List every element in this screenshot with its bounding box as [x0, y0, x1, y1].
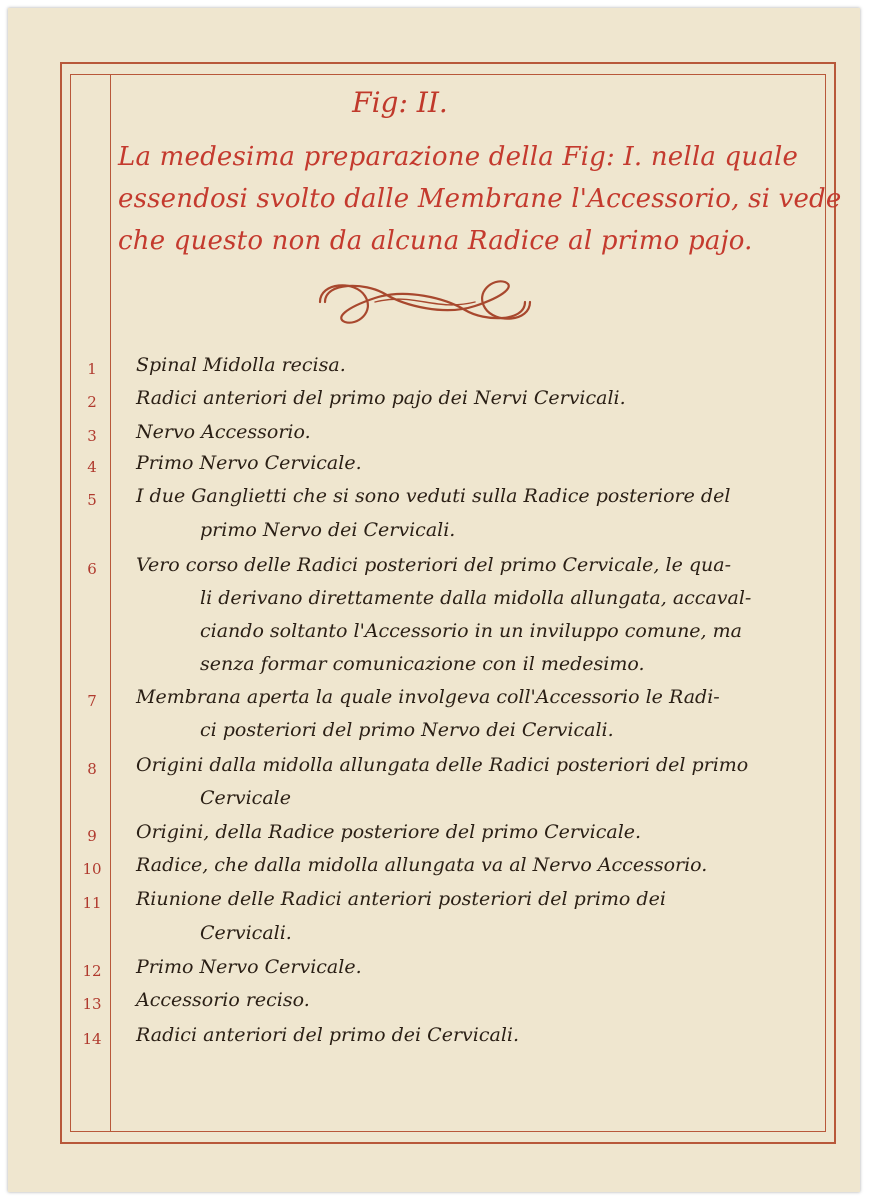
entry-number: 2: [87, 393, 97, 411]
entry-number: 13: [82, 995, 102, 1013]
ornamental-flourish-icon: [305, 272, 545, 332]
entry-text: Membrana aperta la quale involgeva coll'Accessorio le Radi-: [136, 686, 720, 708]
heading-line: La medesima preparazione della Fig: I. nella quale: [118, 142, 799, 172]
entry-text: ciando soltanto l'Accessorio in un inviluppo comune, ma: [200, 620, 742, 642]
entry-text: Vero corso delle Radici posteriori del primo Cervicale, le qua-: [136, 554, 732, 576]
entry-text: I due Ganglietti che si sono veduti sulla Radice posteriore del: [136, 485, 731, 507]
entry-text: Riunione delle Radici anteriori posteriori del primo dei: [136, 888, 666, 910]
entry-text: Primo Nervo Cervicale.: [136, 452, 362, 474]
entry-text: Radice, che dalla midolla allungata va al Nervo Accessorio.: [136, 854, 708, 876]
entry-number: 6: [87, 560, 97, 578]
entry-number: 3: [87, 427, 97, 445]
entry-text: Nervo Accessorio.: [136, 421, 311, 443]
entry-number: 1: [87, 360, 97, 378]
entry-number: 7: [87, 692, 97, 710]
heading-line: essendosi svolto dalle Membrane l'Accessorio, si vede: [118, 184, 842, 214]
figure-heading: [118, 136, 842, 262]
entry-number: 14: [82, 1030, 102, 1048]
entry-text: Cervicale: [200, 787, 291, 809]
entry-text: Cervicali.: [200, 922, 292, 944]
entry-number: 5: [87, 491, 97, 509]
heading-line: che questo non da alcuna Radice al primo pajo.: [118, 226, 753, 256]
entry-number: 11: [82, 894, 102, 912]
entry-number: 12: [82, 962, 102, 980]
entry-number: 10: [82, 860, 102, 878]
entry-number: 8: [87, 760, 97, 778]
figure-label: Fig: II.: [352, 86, 448, 119]
entry-text: li derivano direttamente dalla midolla allungata, accaval-: [200, 587, 752, 609]
entry-text: Origini dalla midolla allungata delle Radici posteriori del primo: [136, 754, 749, 776]
entry-number: 9: [87, 827, 97, 845]
entry-number: 4: [87, 458, 97, 476]
entry-text: Primo Nervo Cervicale.: [136, 956, 362, 978]
entry-text: primo Nervo dei Cervicali.: [200, 519, 456, 541]
entry-text: ci posteriori del primo Nervo dei Cervicali.: [200, 719, 614, 741]
entry-text: Spinal Midolla recisa.: [136, 354, 346, 376]
entry-text: senza formar comunicazione con il medesimo.: [200, 653, 645, 675]
entry-text: Accessorio reciso.: [136, 989, 310, 1011]
entry-text: Origini, della Radice posteriore del primo Cervicale.: [136, 821, 642, 843]
entry-text: Radici anteriori del primo pajo dei Nervi Cervicali.: [136, 387, 626, 409]
entry-text: Radici anteriori del primo dei Cervicali.: [136, 1024, 520, 1046]
